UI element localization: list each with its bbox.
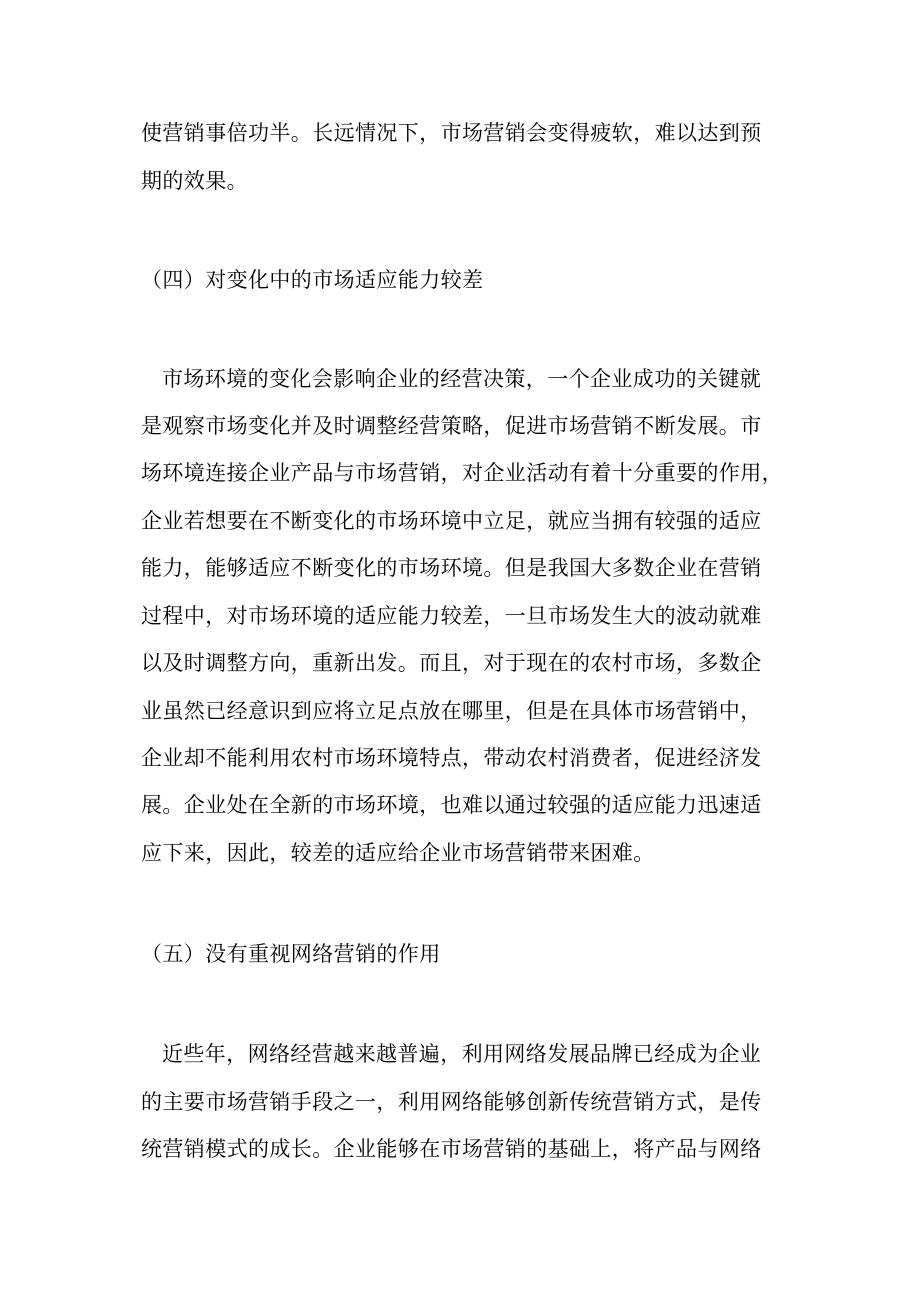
section-4-line-6: 过程中，对市场环境的适应能力较差，一旦市场发生大的波动就难 (141, 604, 762, 628)
section-4-line-11: 应下来，因此，较差的适应给企业市场营销带来困难。 (141, 841, 655, 865)
section-4-line-9: 企业却不能利用农村市场环境特点，带动农村消费者，促进经济发 (141, 746, 762, 770)
section-4-line-4: 企业若想要在不断变化的市场环境中立足，就应当拥有较强的适应 (141, 509, 762, 533)
section-4-line-2: 是观察市场变化并及时调整经营策略，促进市场营销不断发展。市 (141, 414, 762, 438)
section-5-line-1: 近些年，网络经营越来越普遍，利用网络发展品牌已经成为企业 (162, 1042, 762, 1066)
section-4-line-1: 市场环境的变化会影响企业的经营决策，一个企业成功的关键就 (162, 367, 762, 391)
section-4-line-7: 以及时调整方向，重新出发。而且，对于现在的农村市场，多数企 (141, 651, 762, 675)
section-5-line-3: 统营销模式的成长。企业能够在市场营销的基础上，将产品与网络 (141, 1137, 762, 1161)
section-4-heading: （四）对变化中的市场适应能力较差 (141, 268, 484, 292)
section-4-line-3: 场环境连接企业产品与市场营销，对企业活动有着十分重要的作用， (141, 461, 783, 485)
section-5-heading: （五）没有重视网络营销的作用 (141, 942, 441, 966)
section-5-line-2: 的主要市场营销手段之一，利用网络能够创新传统营销方式，是传 (141, 1090, 762, 1114)
continuation-line-2: 期的效果。 (141, 169, 248, 193)
section-4-line-5: 能力，能够适应不断变化的市场环境。但是我国大多数企业在营销 (141, 556, 762, 580)
section-4-line-8: 业虽然已经意识到应将立足点放在哪里，但是在具体市场营销中， (141, 699, 762, 723)
section-4-line-10: 展。企业处在全新的市场环境，也难以通过较强的适应能力迅速适 (141, 793, 762, 817)
continuation-line-1: 使营销事倍功半。长远情况下，市场营销会变得疲软，难以达到预 (141, 121, 762, 145)
